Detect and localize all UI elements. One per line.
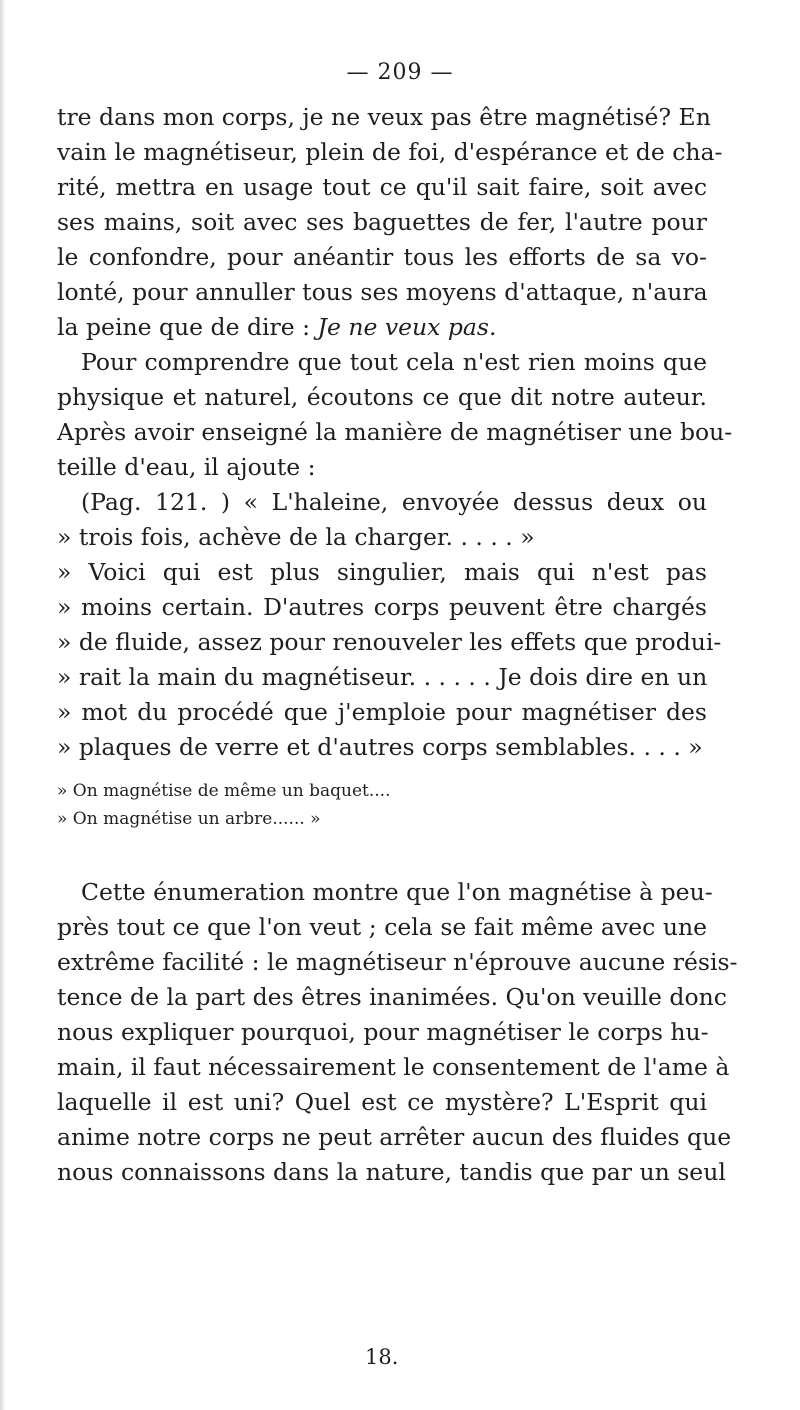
text-line: Pour comprendre que tout cela n'est rien moins que bbox=[81, 348, 707, 376]
text-line: ses mains, soit avec ses baguettes de fer, l'autre pour bbox=[57, 208, 707, 236]
text-line: anime notre corps ne peut arrêter aucun des fluides que bbox=[57, 1123, 732, 1151]
text-line: extrême facilité : le magnétiseur n'éprouve aucune résis- bbox=[57, 948, 738, 976]
text-line: vain le magnétiseur, plein de foi, d'espérance et de cha- bbox=[57, 138, 723, 166]
text-line: Après avoir enseigné la manière de magnétiser une bou- bbox=[57, 418, 733, 446]
quote-line: » trois fois, achève de la charger. . . . . » bbox=[57, 523, 535, 551]
text-line: nous connaissons dans la nature, tandis que par un seul bbox=[57, 1158, 726, 1186]
body-text bbox=[57, 100, 738, 1190]
small-quote-line: » On magnétise un arbre...... » bbox=[57, 809, 321, 829]
text-line: teille d'eau, il ajoute : bbox=[57, 453, 316, 481]
text-line: près tout ce que l'on veut ; cela se fait même avec une bbox=[57, 913, 707, 941]
quote-line: » plaques de verre et d'autres corps semblables. . . . » bbox=[57, 733, 703, 761]
spacer bbox=[57, 833, 707, 875]
quote-line: » rait la main du magnétiseur. . . . . . Je dois dire en un bbox=[57, 663, 708, 691]
quote-line: » moins certain. D'autres corps peuvent être chargés bbox=[57, 593, 707, 621]
text-line: tence de la part des êtres inanimées. Qu'on veuille donc bbox=[57, 983, 727, 1011]
signature-mark: 18. bbox=[365, 1345, 399, 1369]
text-line bbox=[57, 310, 707, 345]
quote-line: (Pag. 121. ) « L'haleine, envoyée dessus deux ou bbox=[81, 488, 707, 516]
text-line: lonté, pour annuller tous ses moyens d'attaque, n'aura bbox=[57, 278, 708, 306]
text-line: laquelle il est uni? Quel est ce mystère? L'Esprit qui bbox=[57, 1088, 707, 1116]
text-line: le confondre, pour anéantir tous les efforts de sa vo- bbox=[57, 243, 707, 271]
small-quote-line: » On magnétise de même un baquet.... bbox=[57, 781, 391, 801]
quote-line: » Voici qui est plus singulier, mais qui n'est pas bbox=[57, 558, 707, 586]
text-line: tre dans mon corps, je ne veux pas être magnétisé? En bbox=[57, 103, 711, 131]
text-line: main, il faut nécessairement le consentement de l'ame à bbox=[57, 1053, 730, 1081]
quote-line: » mot du procédé que j'emploie pour magnétiser des bbox=[57, 698, 707, 726]
text-line: rité, mettra en usage tout ce qu'il sait faire, soit avec bbox=[57, 173, 707, 201]
text-line: nous expliquer pourquoi, pour magnétiser le corps hu- bbox=[57, 1018, 709, 1046]
text-line: physique et naturel, écoutons ce que dit notre auteur. bbox=[57, 383, 707, 411]
page-edge bbox=[0, 0, 6, 1410]
spacer bbox=[57, 765, 707, 777]
emphasis-text: Je ne veux pas. bbox=[317, 313, 497, 341]
quote-line: » de fluide, assez pour renouveler les effets que produi- bbox=[57, 628, 722, 656]
text-line: Cette énumeration montre que l'on magnétise à peu- bbox=[81, 878, 713, 906]
page-number: — 209 — bbox=[346, 60, 454, 85]
text-span: la peine que de dire : bbox=[57, 313, 311, 341]
